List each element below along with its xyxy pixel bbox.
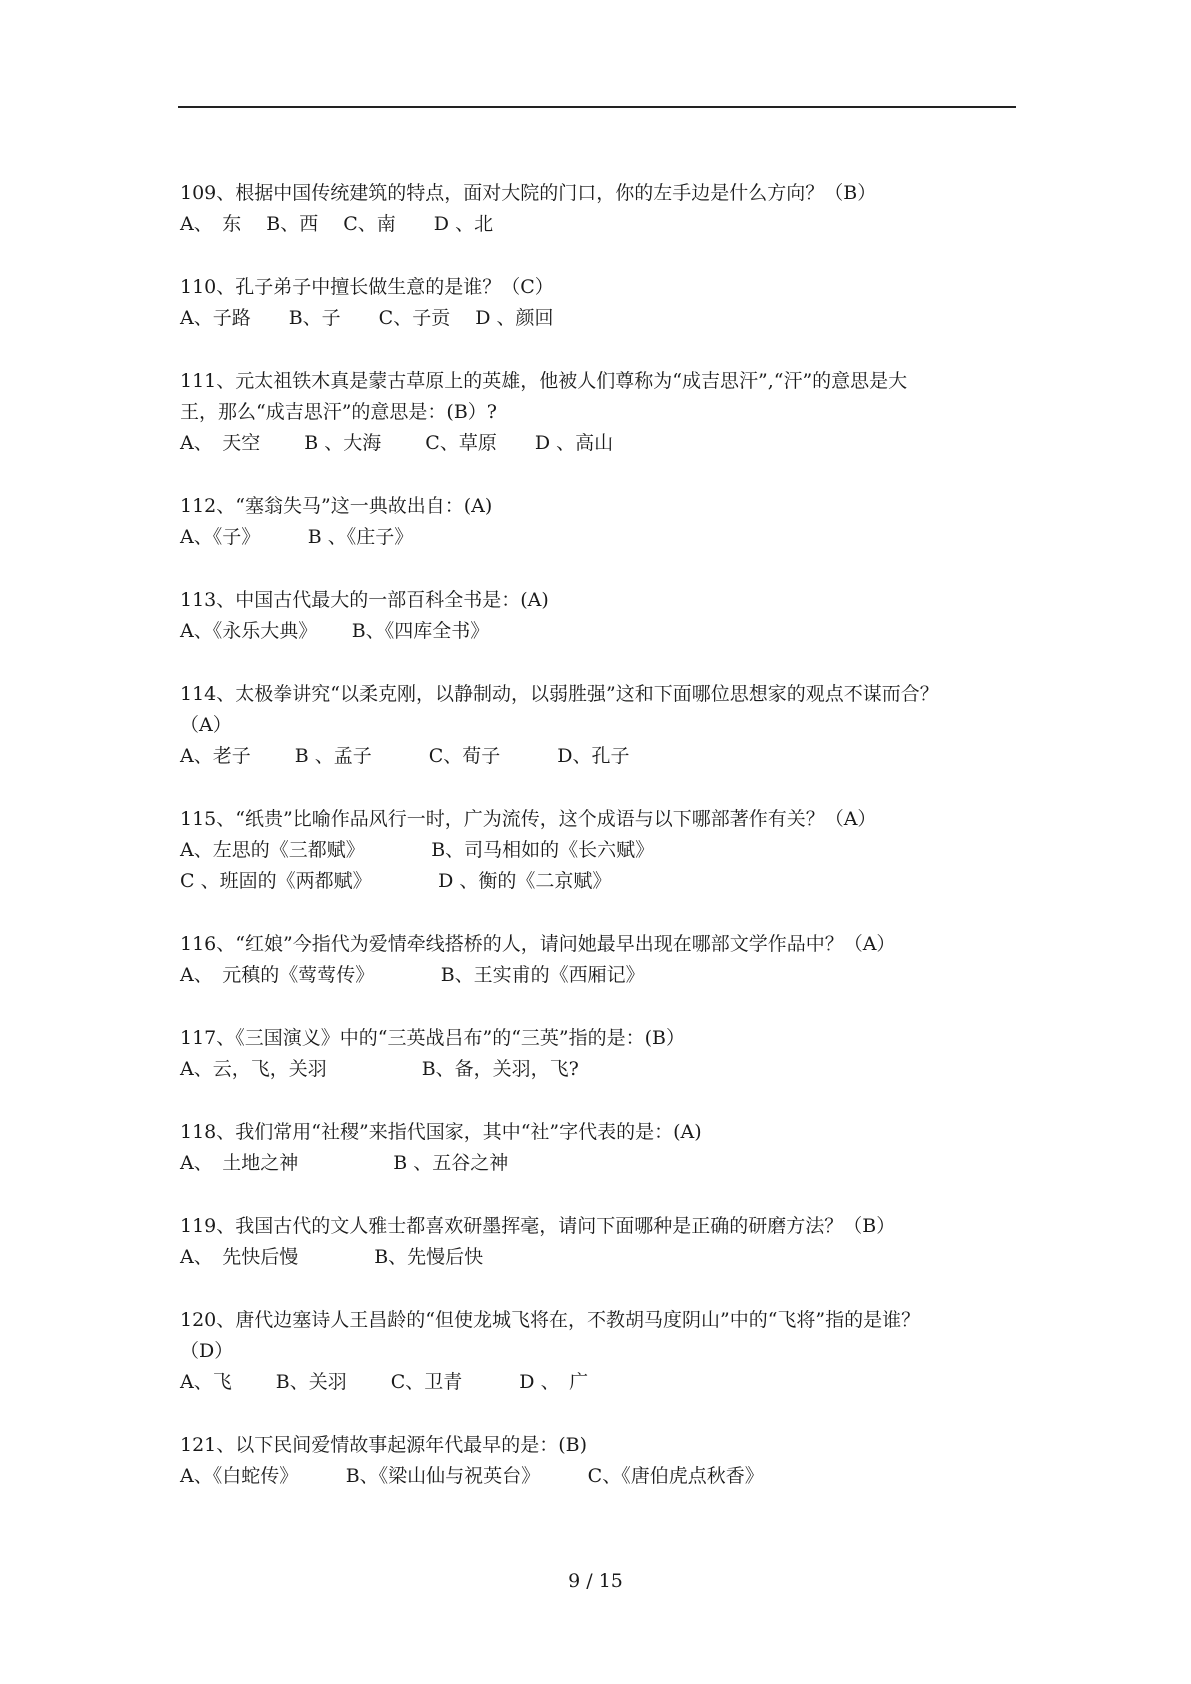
question-line: A、 先快后慢 B、先慢后快 (180, 1246, 484, 1268)
question-text: 114、太极拳讲究“以柔克刚，以静制动，以弱胜强”这和下面哪位思想家的观点不谋而合？ (180, 683, 939, 705)
question-item (180, 804, 1040, 897)
question-text: 121、以下民间爱情故事起源年代最早的是：(B) (180, 1434, 588, 1456)
question-text: 116、“红娘”今指代为爱情牵线搭桥的人，请问她最早出现在哪部文学作品中？（A） (180, 933, 896, 955)
question-text: 119、我国古代的文人雅士都喜欢研墨挥毫，请问下面哪种是正确的研磨方法？（B） (180, 1215, 896, 1237)
question-item (180, 1305, 1040, 1398)
question-text: 120、唐代边塞诗人王昌龄的“但使龙城飞将在，不教胡马度阴山”中的“飞将”指的是谁？ (180, 1309, 921, 1331)
question-text: 112、“塞翁失马”这一典故出自：(A) (180, 495, 493, 517)
question-item (180, 491, 1040, 553)
question-text: 117、《三国演义》中的“三英战吕布”的“三英”指的是：(B） (180, 1027, 685, 1049)
question-line: 王，那么“成吉思汗”的意思是：(B）? (180, 401, 497, 423)
question-line: （D） (180, 1340, 234, 1362)
question-item (180, 929, 1040, 991)
question-text: 109、根据中国传统建筑的特点，面对大院的门口，你的左手边是什么方向？（B） (180, 182, 877, 204)
question-item (180, 1117, 1040, 1179)
question-line: A、云，飞，关羽 B、备，关羽，飞? (180, 1058, 579, 1080)
question-item (180, 366, 1040, 459)
question-list (180, 178, 1040, 1524)
question-line: （A） (180, 714, 232, 736)
question-line: A、《白蛇传》 B、《梁山仙与祝英台》 C、《唐伯虎点秋香》 (180, 1465, 764, 1487)
question-text: 111、元太祖铁木真是蒙古草原上的英雄，他被人们尊称为“成吉思汗”,“汗”的意思是大 (180, 370, 908, 392)
question-line: A、子路 B、子 C、子贡 D 、颜回 (180, 307, 554, 329)
question-item (180, 1023, 1040, 1085)
question-line: A、 东 B、西 C、南 D 、北 (180, 213, 494, 235)
question-text: 118、我们常用“社稷”来指代国家，其中“社”字代表的是：(A) (180, 1121, 702, 1143)
question-line: A、 元稹的《莺莺传》 B、王实甫的《西厢记》 (180, 964, 645, 986)
question-item (180, 679, 1040, 772)
question-line: C 、班固的《两都赋》 D 、衡的《二京赋》 (180, 870, 612, 892)
header-rule (178, 106, 1016, 108)
question-item (180, 1430, 1040, 1492)
question-text: 115、“纸贵”比喻作品风行一时，广为流传，这个成语与以下哪部著作有关？（A） (180, 808, 877, 830)
question-item (180, 585, 1040, 647)
question-item (180, 1211, 1040, 1273)
question-line: A、《永乐大典》 B、《四库全书》 (180, 620, 490, 642)
question-line: A、老子 B 、孟子 C、荀子 D、孔子 (180, 745, 630, 767)
question-line: A、 天空 B 、大海 C、草原 D 、高山 (180, 432, 614, 454)
page-number: 9 / 15 (568, 1570, 623, 1592)
question-item (180, 272, 1040, 334)
question-text: 110、孔子弟子中擅长做生意的是谁？（C） (180, 276, 554, 298)
question-text: 113、中国古代最大的一部百科全书是：(A) (180, 589, 549, 611)
question-item (180, 178, 1040, 240)
question-line: A、 土地之神 B 、五谷之神 (180, 1152, 509, 1174)
question-line: A、飞 B、关羽 C、卫青 D 、 广 (180, 1371, 589, 1393)
question-line: A、《子》 B 、《庄子》 (180, 526, 414, 548)
question-line: A、左思的《三都赋》 B、司马相如的《长六赋》 (180, 839, 655, 861)
